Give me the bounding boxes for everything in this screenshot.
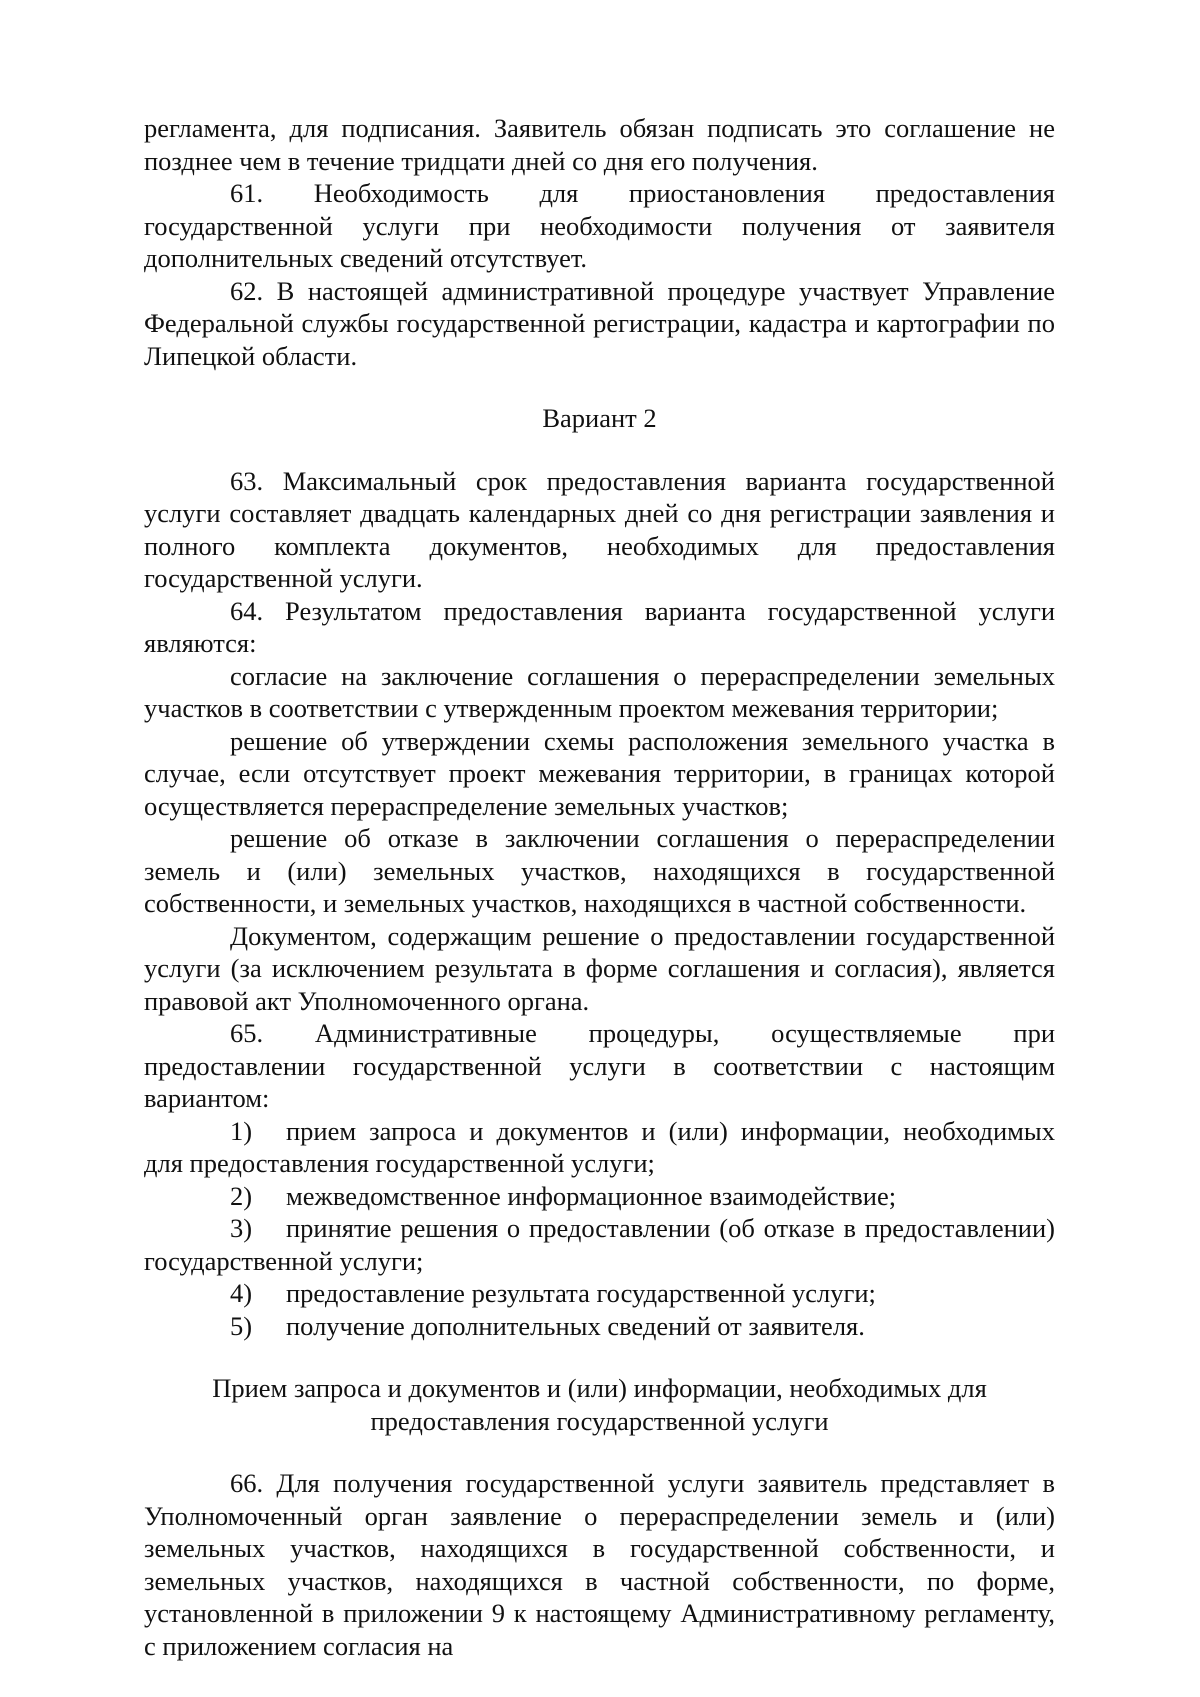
procedure-item bbox=[144, 1115, 1055, 1180]
procedure-item-number: 3) bbox=[230, 1213, 253, 1243]
procedure-item bbox=[144, 1310, 1055, 1343]
procedure-item-number: 5) bbox=[230, 1310, 253, 1341]
paragraph-62: 62. В настоящей административной процедуре участвует Управление Федеральной службы государственной регистрации, кадастра и картографии по Липецкой области. bbox=[144, 275, 1055, 371]
procedure-item-number: 2) bbox=[230, 1180, 253, 1211]
paragraph-61: 61. Необходимость для приостановления предоставления государственной услуги при необходимости получения от заявителя дополнительных сведений отсутствует. bbox=[144, 178, 1055, 273]
procedure-item-text: предоставление результата государственной услуги; bbox=[286, 1278, 876, 1308]
result-item: согласие на заключение соглашения о перераспределении земельных участков в соответствии с утвержденным проектом межевания территории; bbox=[144, 660, 1055, 723]
procedure-item bbox=[144, 1180, 1055, 1213]
procedure-item bbox=[144, 1277, 1055, 1310]
procedure-item-text: получение дополнительных сведений от заявителя. bbox=[286, 1310, 865, 1341]
procedure-item-number: 4) bbox=[230, 1278, 253, 1308]
paragraph-64-document: Документом, содержащим решение о предоставлении государственной услуги (за исключением результата в форме соглашения и согласия), является правовой акт Уполномоченного органа. bbox=[144, 920, 1055, 1016]
section-heading-line: Прием запроса и документов и (или) информации, необходимых для bbox=[212, 1373, 987, 1403]
procedure-item bbox=[144, 1212, 1055, 1277]
document-page bbox=[144, 112, 1055, 1662]
result-item: решение об отказе в заключении соглашения о перераспределении земель и (или) земельных участков, находящихся в государственной собственности, и земельных участков, находящихся в частной собственности. bbox=[144, 823, 1055, 918]
result-item: решение об утверждении схемы расположения земельного участка в случае, если отсутствует проект межевания территории, в границах которой осуществляется перераспределение земельных участков; bbox=[144, 725, 1055, 821]
paragraph-66: 66. Для получения государственной услуги заявитель представляет в Уполномоченный орган заявление о перераспределении земель и (или) земельных участков, находящихся в государственной собственности, и земельных участков, находящихся в частной собственности, по форме, установленной в приложении 9 к настоящему Административному регламенту, с приложением согласия на bbox=[144, 1468, 1055, 1661]
section-heading bbox=[144, 1372, 1055, 1437]
paragraph-intro-fragment: регламента, для подписания. Заявитель обязан подписать это соглашение не позднее чем в течение тридцати дней со дня его получения. bbox=[144, 113, 1055, 176]
procedure-item-text: прием запроса и документов и (или) информации, необходимых для предоставления государственной услуги; bbox=[144, 1115, 1055, 1178]
variant-heading: Вариант 2 bbox=[542, 403, 657, 433]
section-heading-line: предоставления государственной услуги bbox=[370, 1405, 829, 1436]
paragraph-65: 65. Административные процедуры, осуществляемые при предоставлении государственной услуги в соответствии с настоящим вариантом: bbox=[144, 1018, 1055, 1113]
procedure-item-text: принятие решения о предоставлении (об отказе в предоставлении) государственной услуги; bbox=[144, 1213, 1055, 1276]
procedure-item-number: 1) bbox=[230, 1115, 253, 1146]
paragraph-64: 64. Результатом предоставления варианта государственной услуги являются: bbox=[144, 595, 1055, 658]
procedure-item-text: межведомственное информационное взаимодействие; bbox=[286, 1180, 897, 1211]
paragraph-63: 63. Максимальный срок предоставления варианта государственной услуги составляет двадцать календарных дней со дня регистрации заявления и полного комплекта документов, необходимых для предоставления государственной услуги. bbox=[144, 465, 1055, 593]
